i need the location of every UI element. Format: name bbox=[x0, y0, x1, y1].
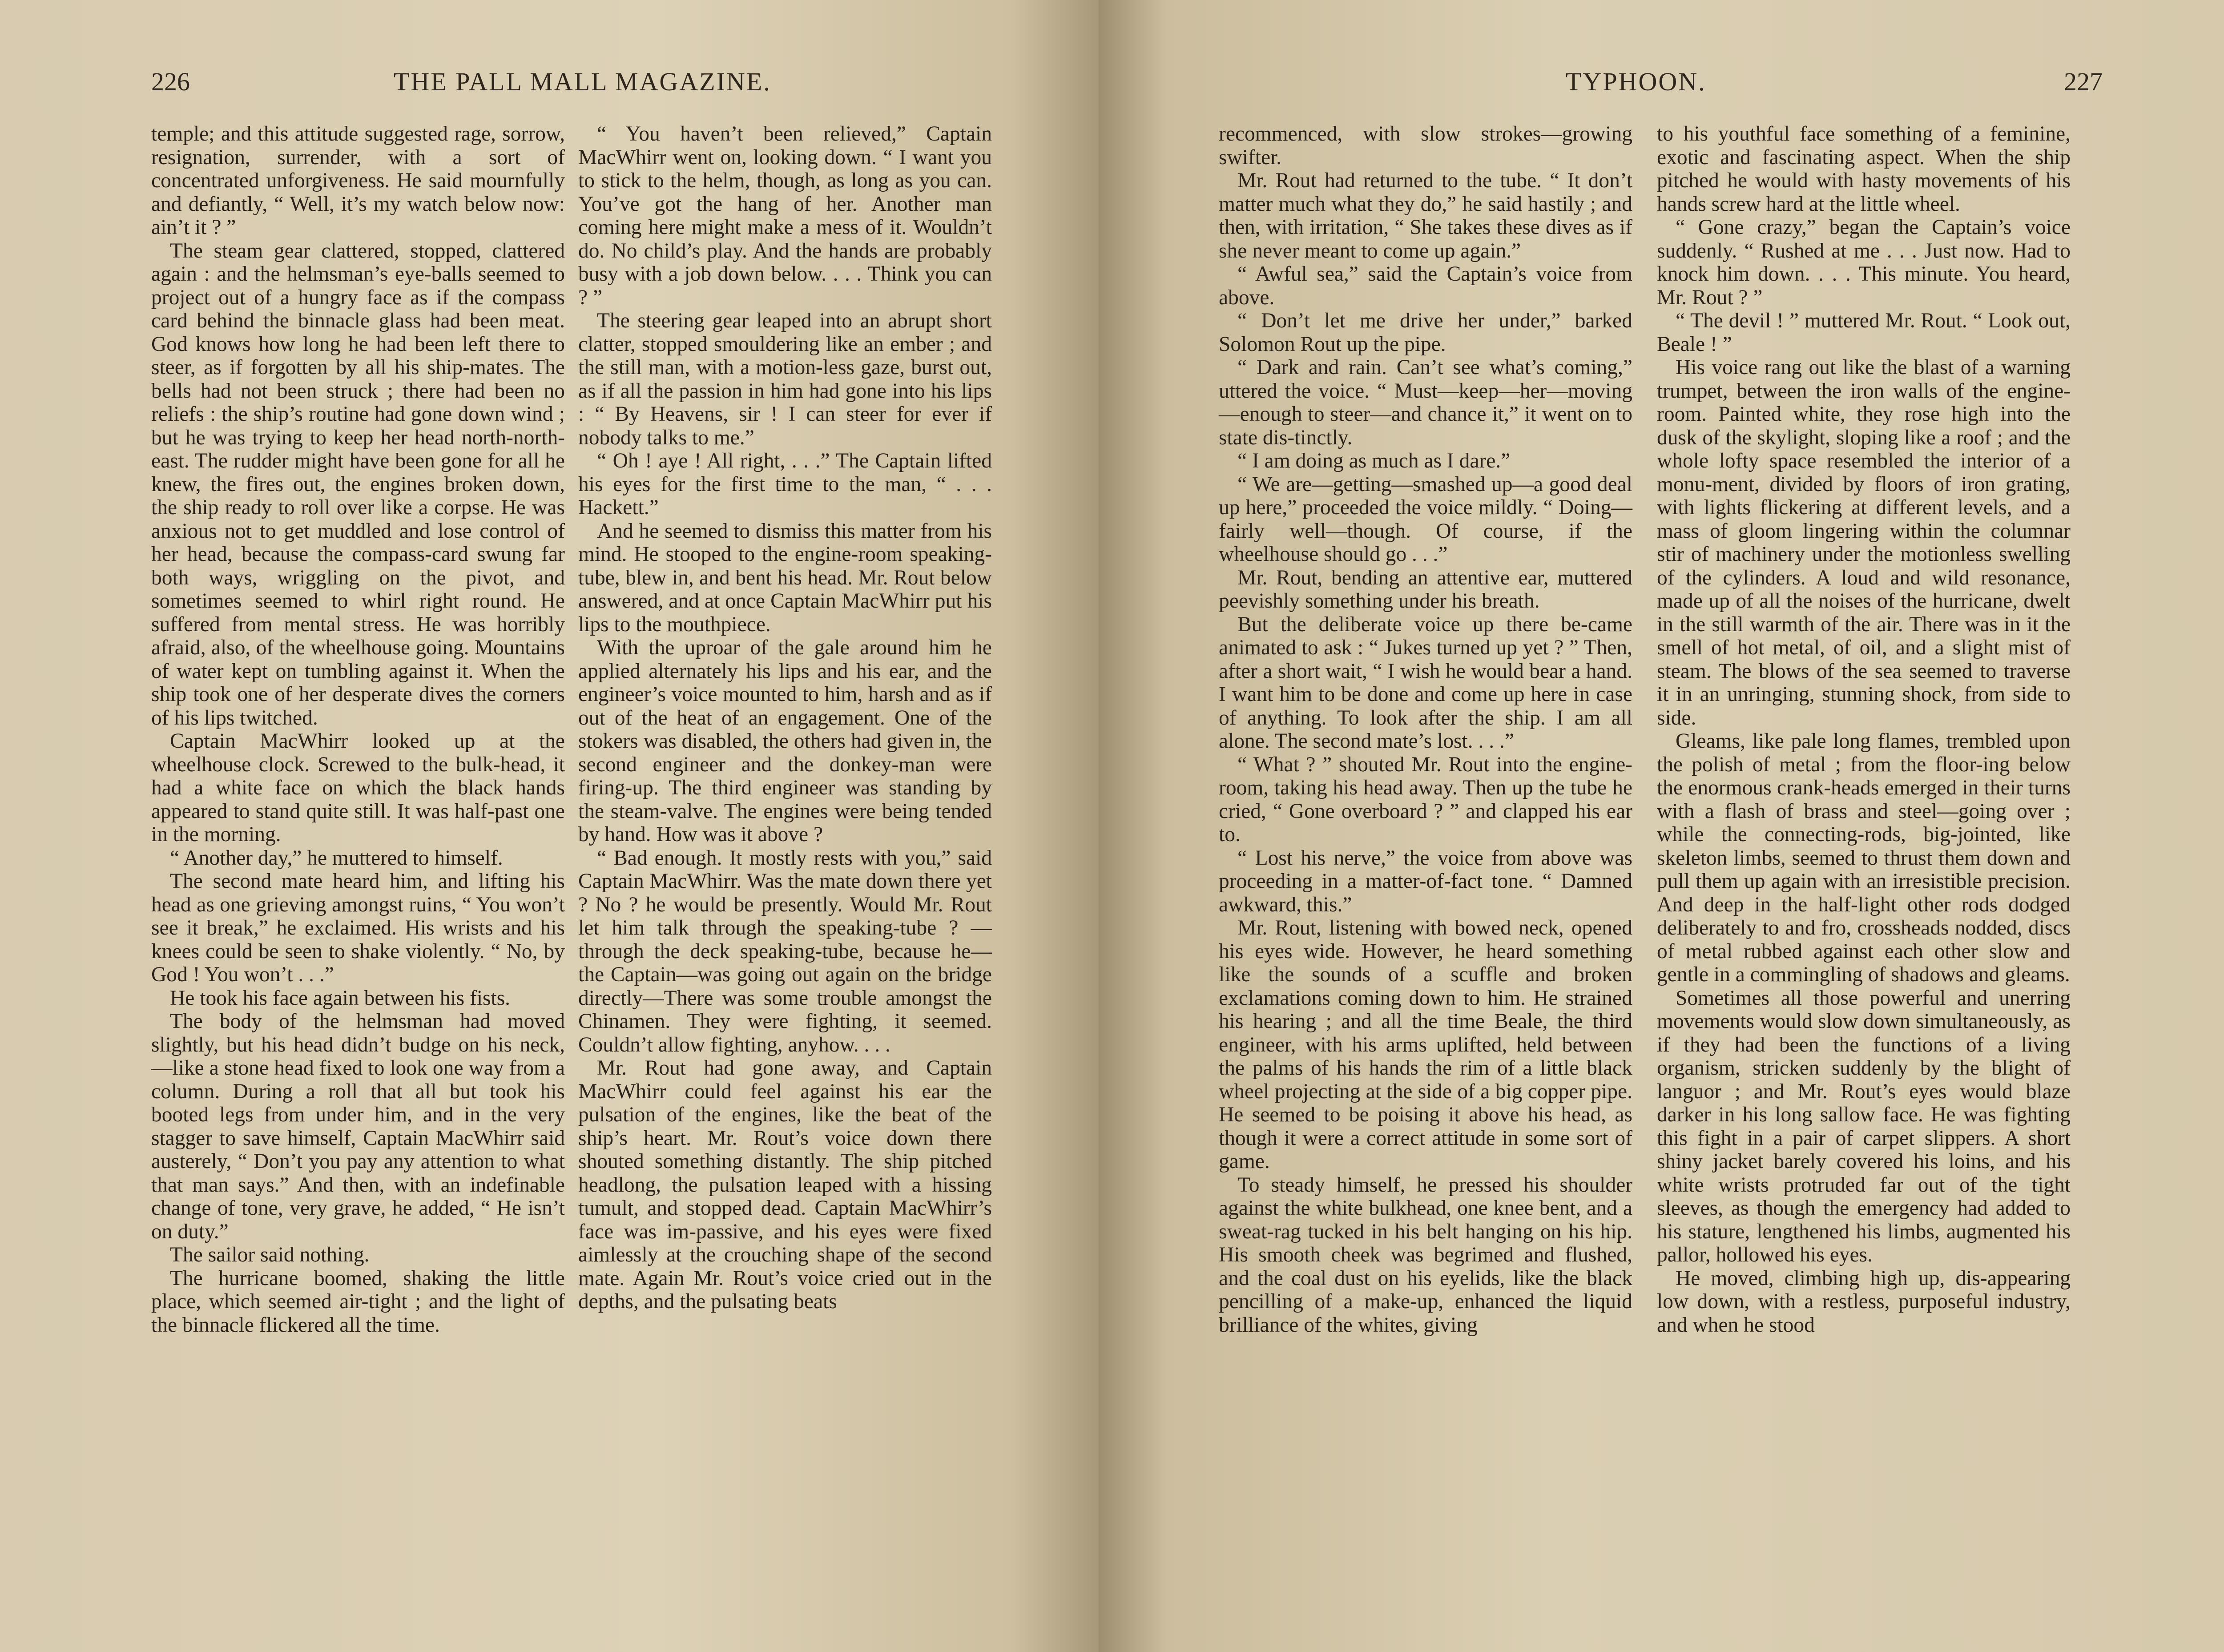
paragraph: The sailor said nothing. bbox=[170, 1243, 370, 1266]
paragraph: “ Don’t let me drive her under,” barked Solomon Rout up the pipe. bbox=[1219, 309, 1632, 356]
paragraph: Sometimes all those powerful and unerring movements would slow down simultaneously, as if they had been the functions of a living organism, stricken suddenly by the blight of languor ; and Mr. Rout’s eyes would blaze darker in his long sallow face. He was fighting this fight in a pair of carpet slippers. A short shiny jacket barely covered his loins, and his white wrists protruded far out of the tight sleeves, as though the emergency had added to his stature, lengthened his limbs, augmented his pallor, hollowed his eyes. bbox=[1657, 986, 2071, 1266]
running-head-right: TYPHOON. bbox=[1566, 67, 1706, 96]
paragraph: And he seemed to dismiss this matter from his mind. He stooped to the engine-room speaking-tube, blew in, and bent his head. Mr. Rout below answered, and at once Captain MacWhirr put his lips to the mouthpiece. bbox=[578, 519, 992, 636]
paragraph: “ What ? ” shouted Mr. Rout into the engine-room, taking his head away. Then up the tube he cried, “ Gone overboard ? ” and clapped his ear to. bbox=[1219, 753, 1632, 846]
paragraph: His voice rang out like the blast of a warning trumpet, between the iron walls of the engine-room. Painted white, they rose high into the dusk of the skylight, sloping like a roof ; and the whole lofty space resembled the interior of a monu-ment, divided by floors of iron grating, with lights flickering at different levels, and a mass of gloom lingering within the columnar stir of machinery under the motionless swelling of the cylinders. A loud and wild resonance, made up of all the noises of the hurricane, dwelt in the still warmth of the air. There was in it the smell of hot metal, of oil, and a slight mist of steam. The blows of the sea seemed to traverse it in an unringing, stunning shock, from side to side. bbox=[1657, 356, 2071, 729]
paragraph: “ We are—getting—smashed up—a good deal up here,” proceeded the voice mildly. “ Doing—fairly well—though. Of course, if the wheelhouse should go . . .” bbox=[1219, 472, 1632, 566]
page-number-right: 227 bbox=[2064, 67, 2103, 96]
right-page-column-2 bbox=[1657, 122, 2071, 1337]
left-page-column-1 bbox=[151, 122, 565, 1337]
paragraph: But the deliberate voice up there be-came animated to ask : “ Jukes turned up yet ? ” Then, after a short wait, “ I wish he would bear a hand. I want him to be done and come up here in case of anything. To look after the ship. I am all alone. The second mate’s lost. . . .” bbox=[1219, 612, 1632, 753]
paragraph: He took his face again between his fists. bbox=[170, 986, 511, 1010]
paragraph: “ I am doing as much as I dare.” bbox=[1237, 449, 1511, 472]
paragraph: With the uproar of the gale around him he applied alternately his lips and his ear, and the engineer’s voice mounted to him, harsh and as if out of the heat of an engagement. One of the stokers was disabled, the others had given in, the second engineer and the donkey-man were firing-up. The third engineer was standing by the steam-valve. The engines were being tended by hand. How was it above ? bbox=[578, 636, 992, 846]
paragraph: temple; and this attitude suggested rage, sorrow, resignation, surrender, with a sort of concentrated unforgiveness. He said mournfully and defiantly, “ Well, it’s my watch below now: ain’t it ? ” bbox=[151, 122, 565, 239]
paragraph: Mr. Rout, bending an attentive ear, muttered peevishly something under his breath. bbox=[1219, 566, 1632, 612]
paragraph: “ Lost his nerve,” the voice from above was proceeding in a matter-of-fact tone. “ Damned awkward, this.” bbox=[1219, 846, 1632, 916]
paragraph: “ Another day,” he muttered to himself. bbox=[170, 846, 503, 870]
left-page bbox=[0, 0, 1099, 1652]
paragraph: “ The devil ! ” muttered Mr. Rout. “ Look out, Beale ! ” bbox=[1657, 309, 2071, 356]
paragraph: The steam gear clattered, stopped, clattered again : and the helmsman’s eye-balls seemed to project out of a hungry face as if the compass card behind the binnacle glass had been meat. God knows how long he had been left there to steer, as if forgotten by all his ship-mates. The bells had not been struck ; there had been no reliefs : the ship’s routine had gone down wind ; but he was trying to keep her head north-north-east. The rudder might have been gone for all he knew, the fires out, the engines broken down, the ship ready to roll over like a corpse. He was anxious not to get muddled and lose control of her head, because the compass-card swung far both ways, wriggling on the pivot, and sometimes seemed to whirl right round. He suffered from mental stress. He was horribly afraid, also, of the wheelhouse going. Mountains of water kept on tumbling against it. When the ship took one of her desperate dives the corners of his lips twitched. bbox=[151, 239, 565, 729]
running-head-left: THE PALL MALL MAGAZINE. bbox=[394, 67, 771, 96]
paragraph: “ Awful sea,” said the Captain’s voice from above. bbox=[1219, 262, 1632, 309]
right-page bbox=[1099, 0, 2224, 1652]
paragraph: Captain MacWhirr looked up at the wheelhouse clock. Screwed to the bulk-head, it had a white face on which the black hands appeared to stand quite still. It was half-past one in the morning. bbox=[151, 729, 565, 846]
paragraph: Gleams, like pale long flames, trembled upon the polish of metal ; from the floor-ing below the enormous crank-heads emerged in their turns with a flash of brass and steel—going over ; while the connecting-rods, big-jointed, like skeleton limbs, seemed to thrust them down and pull them up again with an irresistible precision. And deep in the half-light other rods dodged deliberately to and fro, crossheads nodded, discs of metal rubbed against each other slow and gentle in a commingling of shadows and gleams. bbox=[1657, 729, 2071, 986]
paragraph: “ Gone crazy,” began the Captain’s voice suddenly. “ Rushed at me . . . Just now. Had to knock him down. . . . This minute. You heard, Mr. Rout ? ” bbox=[1657, 216, 2071, 309]
paragraph: The hurricane boomed, shaking the little place, which seemed air-tight ; and the light of the binnacle flickered all the time. bbox=[151, 1266, 565, 1337]
paragraph: “ Dark and rain. Can’t see what’s coming,” uttered the voice. “ Must—keep—her—moving—enough to steer—and chance it,” it went on to state dis-tinctly. bbox=[1219, 356, 1632, 449]
paragraph: He moved, climbing high up, dis-appearing low down, with a restless, purposeful industry, and when he stood bbox=[1657, 1266, 2071, 1337]
paragraph: Mr. Rout, listening with bowed neck, opened his eyes wide. However, he heard something like the sounds of a scuffle and broken exclamations coming down to him. He strained his hearing ; and all the time Beale, the third engineer, with his arms uplifted, held between the palms of his hands the rim of a little black wheel projecting at the side of a big copper pipe. He seemed to be poising it above his head, as though it were a correct attitude in some sort of game. bbox=[1219, 916, 1632, 1173]
paragraph: The body of the helmsman had moved slightly, but his head didn’t budge on his neck,—like a stone head fixed to look one way from a column. During a roll that all but took his booted legs from under him, and in the very stagger to save himself, Captain MacWhirr said austerely, “ Don’t you pay any attention to what that man says.” And then, with an indefinable change of tone, very grave, he added, “ He isn’t on duty.” bbox=[151, 1010, 565, 1243]
paragraph: Mr. Rout had gone away, and Captain MacWhirr could feel against his ear the pulsation of the engines, like the beat of the ship’s heart. Mr. Rout’s voice down there shouted something distantly. The ship pitched headlong, the pulsation leaped with a hissing tumult, and stopped dead. Captain MacWhirr’s face was im-passive, and his eyes were fixed aimlessly at the crouching shape of the second mate. Again Mr. Rout’s voice cried out in the depths, and the pulsating beats bbox=[578, 1056, 992, 1313]
paragraph: The second mate heard him, and lifting his head as one grieving amongst ruins, “ You won’t see it break,” he exclaimed. His wrists and his knees could be seen to shake violently. “ No, by God ! You won’t . . .” bbox=[151, 870, 565, 986]
paragraph: to his youthful face something of a feminine, exotic and fascinating aspect. When the ship pitched he would with hasty movements of his hands screw hard at the little wheel. bbox=[1657, 122, 2071, 216]
paragraph: “ Oh ! aye ! All right, . . .” The Captain lifted his eyes for the first time to the man, “ . . . Hackett.” bbox=[578, 449, 992, 519]
paragraph: The steering gear leaped into an abrupt short clatter, stopped smouldering like an ember ; and the still man, with a motion-less gaze, burst out, as if all the passion in him had gone into his lips : “ By Heavens, sir ! I can steer for ever if nobody talks to me.” bbox=[578, 309, 992, 449]
paragraph: To steady himself, he pressed his shoulder against the white bulkhead, one knee bent, and a sweat-rag tucked in his belt hanging on his hip. His smooth cheek was begrimed and flushed, and the coal dust on his eyelids, like the black pencilling of a make-up, enhanced the liquid brilliance of the whites, giving bbox=[1219, 1173, 1632, 1337]
right-page-column-1 bbox=[1219, 122, 1632, 1337]
paragraph: “ Bad enough. It mostly rests with you,” said Captain MacWhirr. Was the mate down there yet ? No ? he would be presently. Would Mr. Rout let him talk through the speaking-tube ? — through the deck speaking-tube, because he—the Captain—was going out again on the bridge directly—There was some trouble amongst the Chinamen. They were fighting, it seemed. Couldn’t allow fighting, anyhow. . . . bbox=[578, 846, 992, 1056]
left-page-column-2 bbox=[578, 122, 992, 1314]
paragraph: Mr. Rout had returned to the tube. “ It don’t matter much what they do,” he said hastily ; and then, with irritation, “ She takes these dives as if she never meant to come up again.” bbox=[1219, 169, 1632, 262]
page-number-left: 226 bbox=[151, 67, 190, 96]
paragraph: recommenced, with slow strokes—growing swifter. bbox=[1219, 122, 1632, 169]
paragraph: “ You haven’t been relieved,” Captain MacWhirr went on, looking down. “ I want you to stick to the helm, though, as long as you can. You’ve got the hang of her. Another man coming here might make a mess of it. Wouldn’t do. No child’s play. And the hands are probably busy with a job down below. . . . Think you can ? ” bbox=[578, 122, 992, 309]
